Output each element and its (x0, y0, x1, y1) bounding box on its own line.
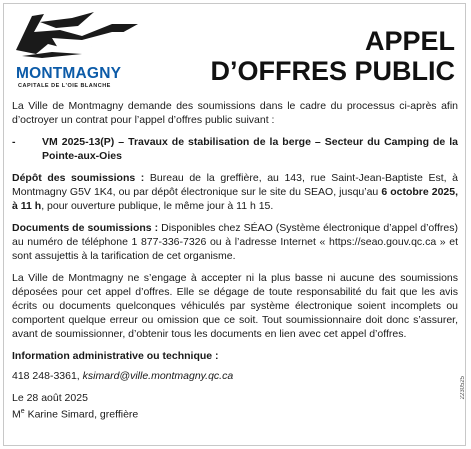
depot-text-1: Bureau de la greffière, au 143, rue Saint-Jean-Baptiste Est, à Montmagny G5V 1K4, ou par dépôt électronique sur le site du SEAO, jusqu’au (12, 172, 458, 198)
logo-name: MONTMAGNY (16, 65, 122, 82)
documents-text: Disponibles chez SÉAO (Système électronique d’appel d’offres) au numéro de téléphone 1 877-336-7326 ou à l’adresse Internet « https://seao.gouv.qc.ca » et sont assujettis à la tarification de cet organisme. (12, 222, 458, 262)
tender-item (12, 135, 458, 163)
depot-deadline: 6 octobre 2025, à 11 h (12, 186, 459, 212)
goose-logo-icon (12, 10, 142, 60)
page-title (210, 26, 455, 86)
depot-paragraph (12, 171, 458, 213)
signature-prefix: M (12, 408, 21, 421)
info-email[interactable]: ksimard@ville.montmagny.qc.ca (82, 370, 234, 382)
item-dash: - (12, 136, 16, 148)
side-code: 2230525 (460, 376, 466, 400)
intro-paragraph: La Ville de Montmagny demande des soumissions dans le cadre du processus ci-après afin d’octroyer un contrat pour l’appel d’offres public suivant : (12, 100, 458, 126)
item-text: VM 2025-13(P) – Travaux de stabilisation de la berge – Secteur du Camping de la Pointe-aux-Oies (42, 136, 458, 162)
signature-prefix-sup: e (20, 408, 25, 415)
documents-paragraph (12, 221, 458, 263)
info-heading: Information administrative ou technique : (12, 350, 219, 362)
notice-body (12, 99, 458, 422)
title-line-1: APPEL (364, 26, 455, 56)
montmagny-logo (12, 10, 152, 89)
disclaimer-paragraph: La Ville de Montmagny ne s’engage à accepter ni la plus basse ni aucune des soumissions déposées pour cet appel d’offres. Elle se dégage de toute responsabilité du fait que les avis écrits ou documents quelconques véhiculés par système électronique soient incomplets ou comportent quelque erreur ou omission que ce soit. Tout soumissionnaire doit donc s’assurer, avant de soumissionner, d’obtenir tous les documents en lien avec cet appel d’offres. (12, 272, 458, 340)
signature-name: Karine Simard, greffière (24, 408, 139, 421)
depot-text-2: , pour ouverture publique, le même jour à 11 h 15. (41, 200, 274, 212)
info-contact (12, 369, 458, 383)
documents-label: Documents de soumissions : (12, 222, 159, 234)
logo-subtitle: CAPITALE DE L'OIE BLANCHE (18, 83, 111, 89)
depot-label: Dépôt des soumissions : (12, 172, 145, 184)
signature-block (12, 391, 458, 422)
title-line-2: D’OFFRES PUBLIC (210, 56, 455, 86)
info-block (12, 349, 458, 363)
signature-date: Le 28 août 2025 (12, 392, 88, 404)
info-phone: 418 248-3361, (12, 370, 83, 382)
